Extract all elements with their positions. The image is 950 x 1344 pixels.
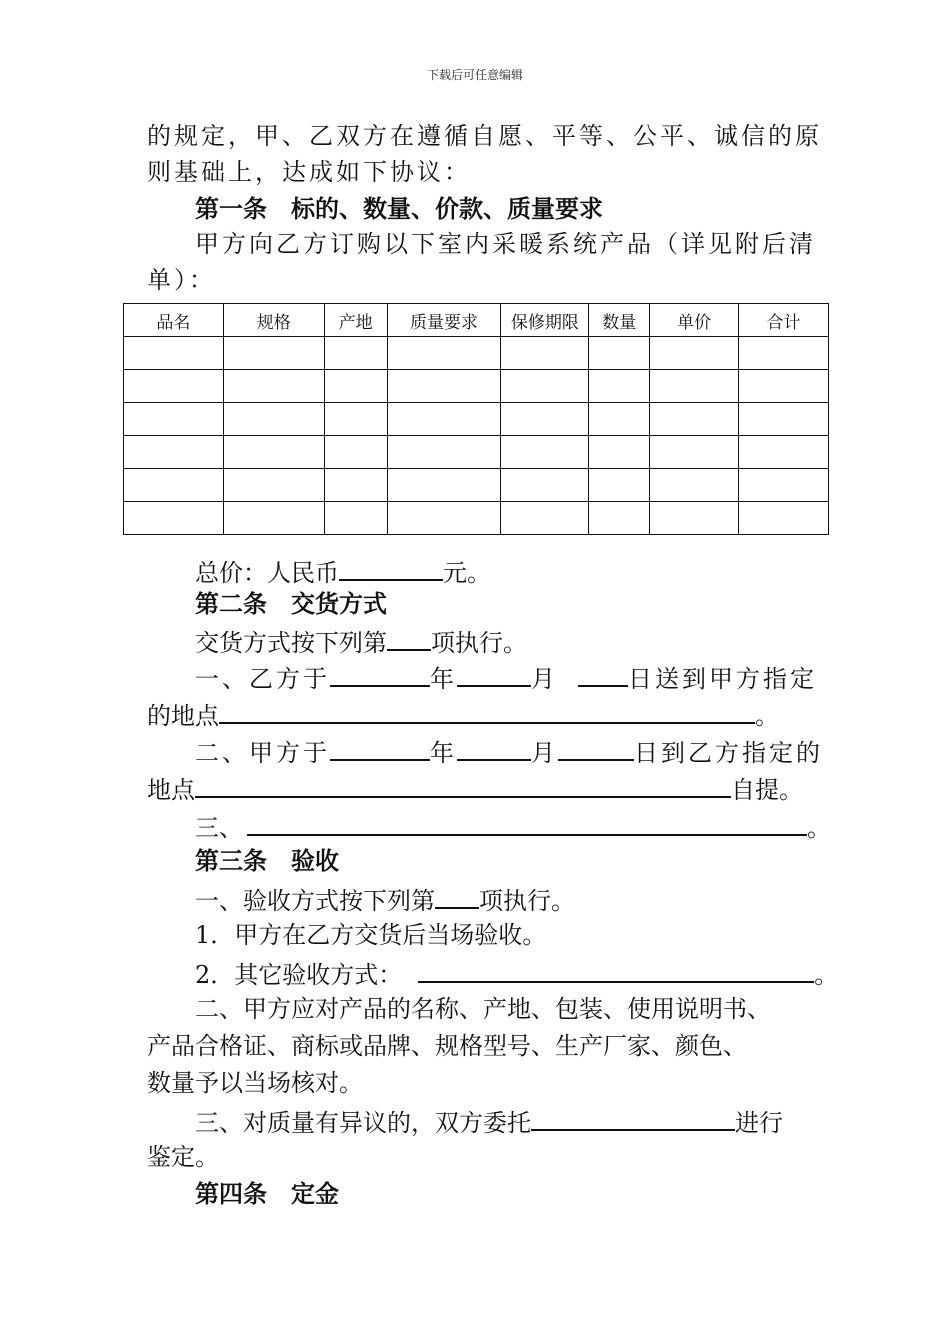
- table-cell: [124, 502, 224, 535]
- total-price-label: 总价：人民币: [195, 559, 339, 587]
- option-text: 月: [531, 739, 558, 767]
- table-cell: [501, 502, 589, 535]
- table-cell: [223, 370, 324, 403]
- other-inspection-blank[interactable]: [418, 957, 814, 983]
- year-blank[interactable]: [330, 735, 430, 761]
- option-text: 自提。: [731, 776, 803, 804]
- day-blank[interactable]: [558, 735, 634, 761]
- table-row: [124, 337, 829, 370]
- paragraph-line: 产品合格证、商标或品牌、规格型号、生产厂家、颜色、: [147, 1032, 747, 1060]
- month-blank[interactable]: [457, 735, 531, 761]
- column-header: 产地: [324, 304, 387, 337]
- option-text: 年: [430, 665, 457, 693]
- inspection-method: [195, 883, 575, 916]
- option-text: 月: [531, 665, 558, 693]
- delivery-option-2-place: [147, 772, 803, 805]
- option-text: 地点: [147, 776, 195, 804]
- column-header: 规格: [223, 304, 324, 337]
- column-header: 品名: [124, 304, 224, 337]
- article-4-title: 第四条 定金: [195, 1180, 339, 1208]
- table-cell: [124, 436, 224, 469]
- table-cell: [124, 337, 224, 370]
- table-cell: [589, 337, 650, 370]
- delivery-intro-text: 项执行。: [431, 629, 527, 657]
- inspection-text: 2．其它验收方式：: [195, 961, 403, 989]
- option-text: 二、甲方于: [195, 739, 330, 767]
- table-cell: [324, 403, 387, 436]
- total-price-suffix: 元。: [443, 559, 491, 587]
- month-blank[interactable]: [457, 661, 531, 687]
- paragraph-line: 二、甲方应对产品的名称、产地、包装、使用说明书、: [195, 995, 771, 1023]
- paragraph-line: 鉴定。: [147, 1143, 219, 1171]
- table-cell: [739, 469, 829, 502]
- table-cell: [589, 469, 650, 502]
- table-cell: [387, 403, 501, 436]
- quality-dispute: [195, 1105, 783, 1138]
- option-text: 一、乙方于: [195, 665, 330, 693]
- option-text: 三、: [195, 814, 243, 842]
- appraiser-blank[interactable]: [531, 1105, 735, 1131]
- place-blank[interactable]: [219, 698, 755, 724]
- column-header: 保修期限: [501, 304, 589, 337]
- table-cell: [650, 469, 739, 502]
- option-text: 。: [807, 814, 831, 842]
- total-price-line: [195, 555, 491, 588]
- delivery-option-1-place: [147, 698, 779, 731]
- table-cell: [650, 370, 739, 403]
- table-row: [124, 502, 829, 535]
- table-cell: [223, 436, 324, 469]
- year-blank[interactable]: [330, 661, 430, 687]
- delivery-option-1: [195, 661, 817, 694]
- table-cell: [223, 403, 324, 436]
- delivery-intro: [195, 625, 527, 658]
- article-3-title: 第三条 验收: [195, 847, 339, 875]
- table-cell: [650, 403, 739, 436]
- paragraph-line: 的规定，甲、乙双方在遵循自愿、平等、公平、诚信的原: [147, 122, 822, 150]
- table-cell: [387, 502, 501, 535]
- delivery-option-blank[interactable]: [387, 625, 431, 651]
- table-cell: [650, 502, 739, 535]
- table-cell: [324, 337, 387, 370]
- paragraph-line: 单）：: [147, 266, 216, 294]
- page-header: 下载后可任意编辑: [426, 68, 523, 82]
- table-cell: [387, 469, 501, 502]
- table-cell: [739, 370, 829, 403]
- table-cell: [124, 469, 224, 502]
- product-table: [123, 303, 829, 535]
- column-header: 质量要求: [387, 304, 501, 337]
- table-cell: [501, 403, 589, 436]
- delivery-intro-text: 交货方式按下列第: [195, 629, 387, 657]
- table-cell: [387, 337, 501, 370]
- table-row: [124, 370, 829, 403]
- table-cell: [501, 469, 589, 502]
- table-cell: [501, 370, 589, 403]
- inspection-text: 。: [814, 961, 839, 989]
- day-blank[interactable]: [578, 661, 628, 687]
- place-blank[interactable]: [195, 772, 731, 798]
- table-cell: [589, 502, 650, 535]
- option-text: 日送到甲方指定: [628, 665, 817, 693]
- other-option-blank[interactable]: [247, 810, 807, 836]
- table-cell: [589, 403, 650, 436]
- option-text: 年: [430, 739, 457, 767]
- delivery-option-3: [195, 810, 831, 843]
- table-cell: [739, 337, 829, 370]
- table-cell: [324, 469, 387, 502]
- column-header: 合计: [739, 304, 829, 337]
- table-row: [124, 403, 829, 436]
- table-cell: [387, 436, 501, 469]
- table-header-row: [124, 304, 829, 337]
- option-text: 的地点: [147, 702, 219, 730]
- table-cell: [501, 436, 589, 469]
- inspection-text: 一、验收方式按下列第: [195, 887, 435, 915]
- table-cell: [324, 502, 387, 535]
- table-cell: [501, 337, 589, 370]
- inspection-item-1: 1．甲方在乙方交货后当场验收。: [195, 921, 547, 949]
- table-cell: [650, 337, 739, 370]
- table-cell: [324, 370, 387, 403]
- inspection-option-blank[interactable]: [435, 883, 479, 909]
- option-text: 日到乙方指定的: [634, 739, 823, 767]
- option-text: 。: [755, 702, 779, 730]
- paragraph-line: 则基础上，达成如下协议：: [147, 158, 471, 186]
- table-row: [124, 469, 829, 502]
- dispute-text: 进行: [735, 1109, 783, 1137]
- paragraph-line: 甲方向乙方订购以下室内采暖系统产品（详见附后清: [195, 230, 816, 258]
- column-header: 单价: [650, 304, 739, 337]
- table-cell: [387, 370, 501, 403]
- table-cell: [589, 436, 650, 469]
- inspection-item-2: [195, 957, 838, 990]
- table-cell: [124, 370, 224, 403]
- table-cell: [124, 403, 224, 436]
- table-row: [124, 436, 829, 469]
- table-cell: [739, 502, 829, 535]
- table-cell: [650, 436, 739, 469]
- inspection-text: 项执行。: [479, 887, 575, 915]
- dispute-text: 三、对质量有异议的，双方委托: [195, 1109, 531, 1137]
- article-1-title: 第一条 标的、数量、价款、质量要求: [195, 195, 603, 223]
- table-cell: [223, 337, 324, 370]
- table-cell: [739, 436, 829, 469]
- article-2-title: 第二条 交货方式: [195, 590, 387, 618]
- table-cell: [739, 403, 829, 436]
- table-cell: [223, 469, 324, 502]
- total-price-blank[interactable]: [339, 555, 443, 581]
- delivery-option-2: [195, 735, 823, 768]
- column-header: 数量: [589, 304, 650, 337]
- table-cell: [324, 436, 387, 469]
- table-cell: [223, 502, 324, 535]
- paragraph-line: 数量予以当场核对。: [147, 1069, 363, 1097]
- table-cell: [589, 370, 650, 403]
